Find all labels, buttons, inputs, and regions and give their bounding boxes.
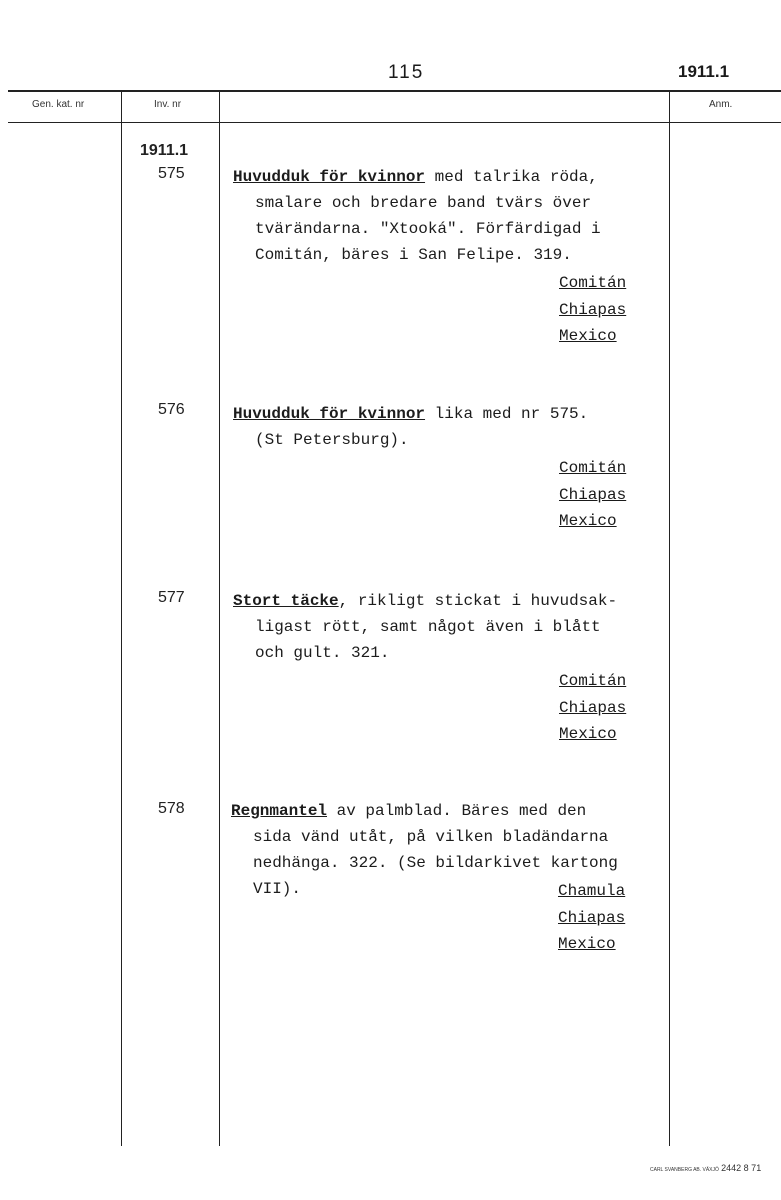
column-header-gen-kat: Gen. kat. nr xyxy=(32,99,85,110)
entry-line: och gult. 321. xyxy=(255,644,390,662)
location-region: Chiapas xyxy=(559,300,627,319)
entry-term: Regnmantel xyxy=(231,802,328,820)
inv-number: 577 xyxy=(158,589,185,606)
inv-number: 575 xyxy=(158,165,185,182)
column-divider-gen xyxy=(121,91,122,1146)
location-country: Mexico xyxy=(559,725,617,743)
header-bottom-rule xyxy=(8,122,781,123)
location-country: Mexico xyxy=(559,512,617,530)
column-header-inv: Inv. nr xyxy=(154,99,182,110)
entry-line: av palmblad. Bäres med den xyxy=(327,802,587,820)
printer-name: CARL SVANBERG AB. VÄXJÖ xyxy=(650,1167,719,1173)
entry-line: smalare och bredare band tvärs över xyxy=(255,194,592,212)
entry-term: Huvudduk för kvinnor xyxy=(233,405,426,423)
column-divider-inv xyxy=(219,91,220,1146)
location-region: Chiapas xyxy=(558,908,626,927)
entry-location xyxy=(559,270,626,350)
location-country: Mexico xyxy=(559,327,617,345)
form-code: 2442 8 71 xyxy=(721,1163,762,1173)
entry-line: ligast rött, samt något även i blått xyxy=(255,618,601,636)
entry-location xyxy=(559,668,626,748)
top-right-catalog-number: 1911.1 xyxy=(678,62,730,81)
entry-line: med talrika röda, xyxy=(425,168,598,186)
printer-footer xyxy=(650,1163,761,1173)
location-region: Chiapas xyxy=(559,698,627,717)
location-place: Chamula xyxy=(558,882,626,900)
column-header-anm: Anm. xyxy=(709,99,733,110)
inv-number: 576 xyxy=(158,401,185,418)
column-divider-anm xyxy=(669,91,670,1146)
entry-line: sida vänd utåt, på vilken bladändarna xyxy=(253,828,609,846)
header-top-rule xyxy=(8,90,781,92)
entry-term: Stort täcke xyxy=(233,592,339,610)
entry-line: Comitán, bäres i San Felipe. 319. xyxy=(255,246,572,264)
location-place: Comitán xyxy=(559,672,627,690)
location-region: Chiapas xyxy=(559,485,627,504)
entry-location xyxy=(558,878,625,958)
entry-line: VII). xyxy=(253,880,302,898)
entry-line: lika med nr 575. xyxy=(425,405,589,423)
entry-line: , rikligt stickat i huvudsak- xyxy=(338,592,618,610)
entry-description xyxy=(233,401,588,453)
entry-description xyxy=(233,164,601,268)
inventory-year: 1911.1 xyxy=(140,142,189,159)
location-country: Mexico xyxy=(558,935,616,953)
location-place: Comitán xyxy=(559,459,627,477)
entry-line: nedhänga. 322. (Se bildarkivet kartong xyxy=(253,854,618,872)
inv-number: 578 xyxy=(158,800,185,817)
page-number: 115 xyxy=(388,62,425,83)
entry-line: (St Petersburg). xyxy=(255,431,409,449)
location-place: Comitán xyxy=(559,274,627,292)
entry-line: tvärändarna. "Xtooká". Förfärdigad i xyxy=(255,220,601,238)
entry-location xyxy=(559,455,626,535)
entry-description xyxy=(233,588,617,666)
entry-term: Huvudduk för kvinnor xyxy=(233,168,426,186)
